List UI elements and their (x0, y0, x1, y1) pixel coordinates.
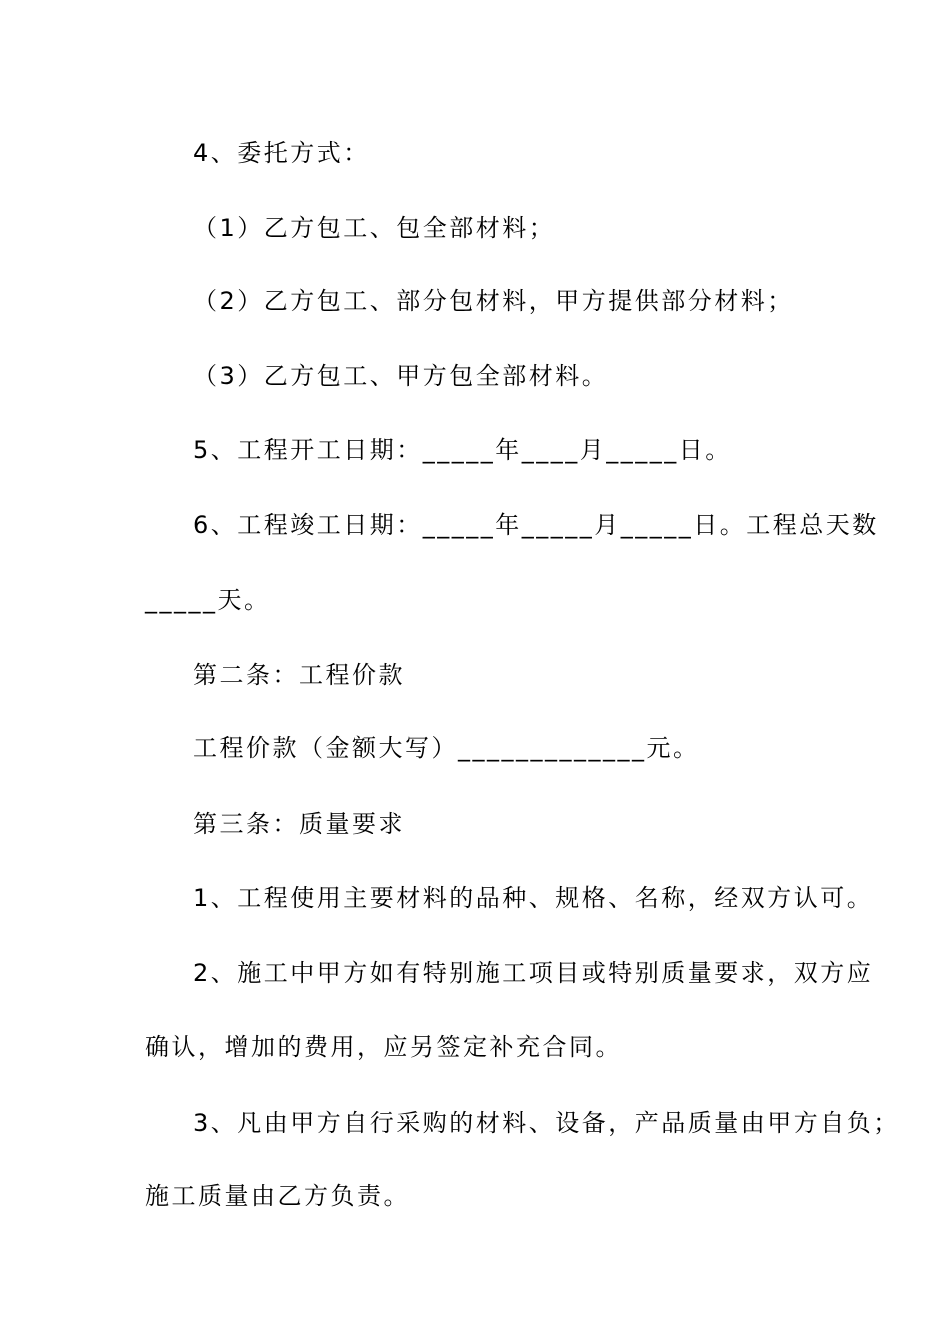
start-date-line: 5、工程开工日期：_____年____月_____日。 (193, 436, 732, 464)
completion-date-line: 6、工程竣工日期：_____年_____月_____日。工程总天数 (193, 511, 879, 539)
article-3-heading: 第三条：质量要求 (193, 810, 405, 838)
article-2-heading: 第二条：工程价款 (193, 661, 405, 689)
price-amount-line: 工程价款（金额大写）_____________元。 (193, 734, 700, 762)
clause-4-heading: 4、委托方式： (193, 139, 370, 167)
quality-item-3-continued: 施工质量由乙方负责。 (145, 1182, 410, 1210)
delegation-option-2: （2）乙方包工、部分包材料，甲方提供部分材料； (193, 287, 794, 315)
delegation-option-1: （1）乙方包工、包全部材料； (193, 214, 556, 242)
quality-item-1: 1、工程使用主要材料的品种、规格、名称，经双方认可。 (193, 884, 874, 912)
delegation-option-3: （3）乙方包工、甲方包全部材料。 (193, 362, 609, 390)
quality-item-3: 3、凡由甲方自行采购的材料、设备，产品质量由甲方自负； (193, 1109, 900, 1137)
quality-item-2-continued: 确认，增加的费用，应另签定补充合同。 (145, 1033, 622, 1061)
total-days-line: _____天。 (145, 586, 271, 614)
quality-item-2: 2、施工中甲方如有特别施工项目或特别质量要求，双方应 (193, 959, 874, 987)
